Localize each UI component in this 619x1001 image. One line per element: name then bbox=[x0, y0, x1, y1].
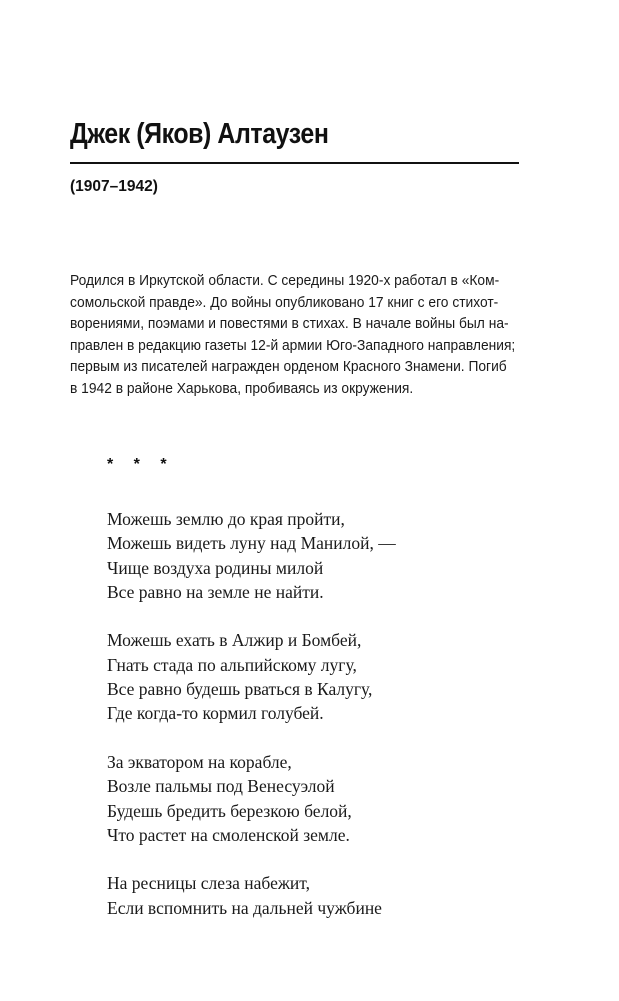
poem-line: Если вспомнить на дальней чужбине bbox=[107, 897, 382, 918]
bio-line: ворениями, поэмами и повестями в стихах. В начале войны был на- bbox=[70, 315, 509, 332]
bio-line: Родился в Иркутской области. С середины 1920-х работал в «Ком- bbox=[70, 272, 500, 289]
page-title: Джек (Яков) Алтаузен bbox=[70, 118, 329, 150]
poem-line: Будешь бредить березкою белой, bbox=[107, 800, 352, 821]
poem-stanza bbox=[107, 507, 527, 604]
poem-stanza bbox=[107, 871, 527, 920]
poem-line: Все равно будешь рваться в Калугу, bbox=[107, 679, 373, 700]
bio-line: первым из писателей награжден орденом Красного Знамени. Погиб bbox=[70, 358, 507, 375]
title-divider bbox=[70, 162, 519, 164]
poem-line: Все равно на земле не найти. bbox=[107, 581, 324, 602]
poem-line: Где когда-то кормил голубей. bbox=[107, 703, 324, 724]
bio-line: в 1942 в районе Харькова, пробиваясь из окружения. bbox=[70, 379, 414, 397]
bio-line: сомольской правде». До войны опубликовано 17 книг с его стихот- bbox=[70, 293, 499, 311]
poem-line: Можешь ехать в Алжир и Бомбей, bbox=[107, 630, 362, 651]
bio-line: правлен в редакцию газеты 12-й армии Юго-Западного направления; bbox=[70, 336, 516, 354]
author-years: (1907–1942) bbox=[70, 178, 158, 195]
poem-line: Что растет на смоленской земле. bbox=[107, 824, 350, 845]
poem-stanza bbox=[107, 628, 527, 725]
poem-line: Можешь землю до края пройти, bbox=[107, 509, 345, 529]
poem-stanza bbox=[107, 750, 527, 847]
poem-line: На ресницы слеза набежит, bbox=[107, 873, 311, 894]
poem-line: Чище воздуха родины милой bbox=[107, 557, 324, 578]
poem-line: Гнать стада по альпийскому лугу, bbox=[107, 654, 357, 675]
poem-body bbox=[107, 507, 527, 920]
author-biography bbox=[70, 270, 530, 399]
poem-line: Можешь видеть луну над Манилой, — bbox=[107, 533, 396, 554]
poem-line: Возле пальмы под Венесуэлой bbox=[107, 776, 335, 797]
poem-separator: * * * bbox=[107, 456, 175, 473]
poem-line: За экватором на корабле, bbox=[107, 751, 292, 772]
